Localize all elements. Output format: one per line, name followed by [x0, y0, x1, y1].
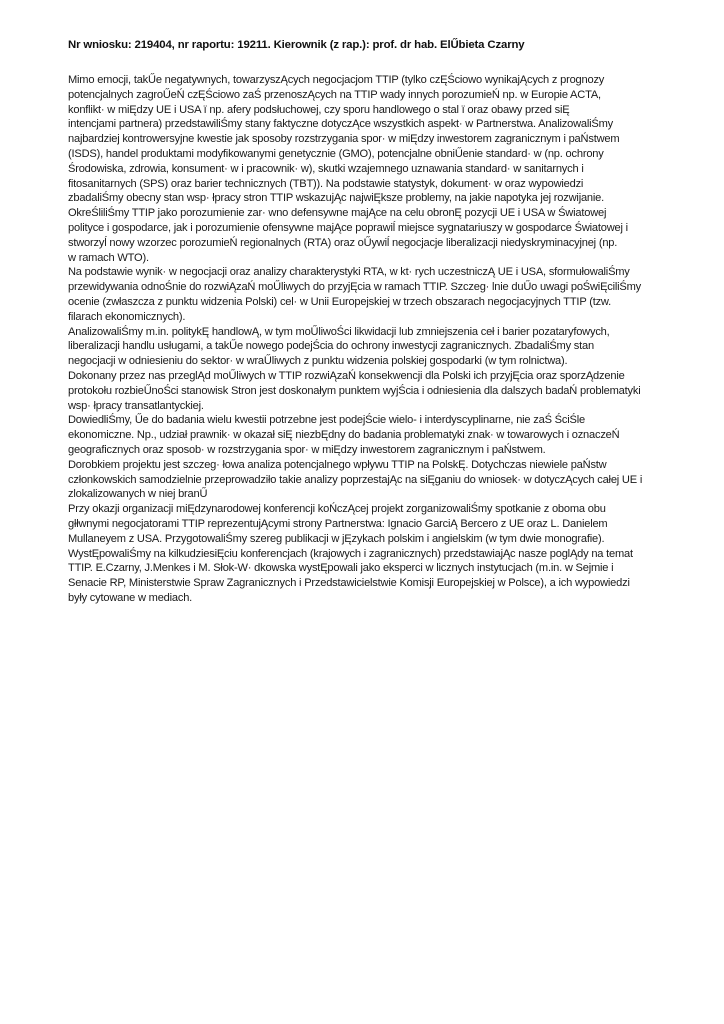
body-line: głłwnymi negocjatorami TTIP reprezentujĄcymi strony Partnerstwa: Ignacio GarciĄ Bercero z UE oraz L. Danielem — [68, 517, 608, 530]
body-line: Dokonany przez nas przeglĄd moŰliwych w TTIP rozwiĄzaŃ konsekwencji dla Polski ich przyjĘcia oraz sporzĄdzenie — [68, 369, 625, 382]
body-line: TTIP. E.Czarny, J.Menkes i M. Słok-W· dkowska wystĘpowali jako eksperci w licznych instytucjach (m.in. w Sejmie i — [68, 562, 614, 575]
body-line: przewidywania odnoŚnie do rozwiĄzaŃ moŰliwych do przyjĘcia w ramach TTIP. Szczeg· lnie duŰo uwagi poŚwiĘciliŚmy — [68, 281, 641, 294]
body-line: Mimo emocji, takŰe negatywnych, towarzyszĄcych negocjacjom TTIP (tylko czĘŚciowo wynikajĄcych z prognozy — [68, 74, 605, 86]
body-line: OkreŚliliŚmy TTIP jako porozumienie zar· wno defensywne majĄce na celu obronĘ pozycji UE i USA w Światowej — [68, 207, 607, 220]
body-line: potencjalnych zagroŰeŃ czĘŚciowo zaŚ przenoszĄcych na TTIP wady innych porozumieŃ np. w Europie ACTA, — [68, 88, 601, 101]
body-line: Środowiska, zdrowia, konsument· w i pracownik· w), skutki wzajemnego uznawania standard· w sanitarnych i — [68, 162, 584, 175]
body-line: Mullaneyem z USA. PrzygotowaliŚmy szereg publikacji w jĘzykach polskim i angielskim (w tym dwie monografie). — [68, 532, 605, 545]
body-line: AnalizowaliŚmy m.in. politykĘ handlowĄ, w tym moŰliwoŚci likwidacji lub zmniejszenia ceł i barier pozataryfowych, — [68, 325, 610, 338]
body-line: (ISDS), handel produktami modyfikowanymi genetycznie (GMO), potencjalne obniŰenie standard· w (np. ochrony — [68, 147, 604, 160]
body-line: konflikt· w miĘdzy UE i USA ï np. afery podsłuchowej, czy sporu handlowego o stal ï oraz obawy przed siĘ — [68, 103, 570, 116]
body-line: liberalizacji handlu usługami, a takŰe nowego podejŚcia do ochrony inwestycji zagranicznych. ZbadaliŚmy stan — [68, 340, 594, 353]
body-line: były cytowane w mediach. — [68, 591, 193, 604]
body-line: zlokalizowanych w niej branŰ — [68, 488, 208, 501]
body-line: stworzyĺ nowy wzorzec porozumieŃ regionalnych (RTA) oraz oŰywiĺ negocjacje liberalizacji niedyskryminacyjnej (np. — [68, 236, 618, 249]
body-line: DowiedliŚmy, Űe do badania wielu kwestii potrzebne jest podejŚcie wielo- i interdyscyplinarne, nie zaŚ ŚciŚle — [68, 414, 585, 427]
body-line: zbadaliŚmy obecny stan wsp· łpracy stron TTIP wskazujĄc najwiĘksze problemy, na jakie napotyka jej rozwijanie. — [68, 192, 605, 205]
report-body — [68, 73, 692, 606]
body-line: intencjami partnera) przedstawiliŚmy stany faktyczne dotyczĄce wszystkich aspekt· w Partnerstwa. AnalizowaliŚmy — [68, 118, 614, 131]
body-line: polityce i gospodarce, jak i porozumienie ofensywne majĄce poprawiĺ miejsce sygnatariuszy w gospodarce Światowej i — [68, 221, 628, 234]
body-line: WystĘpowaliŚmy na kilkudziesiĘciu konferencjach (krajowych i zagranicznych) przedstawiajĄc nasze poglĄdy na temat — [68, 547, 633, 560]
body-line: wsp· łpracy transatlantyckiej. — [68, 399, 204, 412]
body-line: Przy okazji organizacji miĘdzynarodowej konferencji koŃczĄcej projekt zorganizowaliŚmy spotkanie z oboma obu — [68, 503, 606, 516]
report-header: Nr wniosku: 219404, nr raportu: 19211. Kierownik (z rap.): prof. dr hab. ElŰbieta Czarny — [68, 39, 525, 51]
body-line: członkowskich samodzielnie przeprowadziło takie analizy poprzestajĄc na siĘganiu do wniosek· w dotyczĄcych całej UE i — [68, 473, 643, 486]
body-line: ekonomiczne. Np., udział prawnik· w okazał siĘ niezbĘdny do badania problematyki znak· w towarowych i oznaczeŃ — [68, 429, 620, 442]
body-line: Senacie RP, Ministerstwie Spraw Zagranicznych i Przedstawicielstwie Komisji Europejskiej w Polsce), a ich wypowiedzi — [68, 577, 630, 590]
body-line: Dorobkiem projektu jest szczeg· łowa analiza potencjalnego wpływu TTIP na PolskĘ. Dotychczas niewiele paŃstw — [68, 458, 607, 471]
body-line: najbardziej kontrowersyjne kwestie jak sposoby rozstrzygania spor· w miĘdzy inwestorem zagranicznym i paŃstwem — [68, 133, 620, 146]
body-line: geograficznych oraz sposob· w rozstrzygania spor· w miĘdzy inwestorem zagranicznym i paŃstwem. — [68, 443, 546, 456]
body-line: fitosanitarnych (SPS) oraz barier technicznych (TBT)). Na podstawie statystyk, dokument· w oraz wypowiedzi — [68, 177, 584, 190]
body-line: negocjacji w odniesieniu do sektor· w wraŰliwych z punktu widzenia polskiej gospodarki (w tym rolnictwa). — [68, 355, 568, 368]
body-line: ocenie (zwłaszcza z punktu widzenia Polski) cel· w Unii Europejskiej w trzech obszarach negocjacyjnych TTIP (tzw. — [68, 295, 612, 308]
body-line: protokołu rozbieŰnoŚci stanowisk Stron jest doskonałym punktem wyjŚcia i odniesienia dla dalszych badaŃ problematyki — [68, 384, 641, 397]
body-line: w ramach WTO). — [68, 251, 149, 264]
body-line: Na podstawie wynik· w negocjacji oraz analizy charakterystyki RTA, w kt· rych uczestniczĄ UE i USA, sformułowaliŚmy — [68, 266, 630, 279]
body-line: filarach ekonomicznych). — [68, 310, 186, 323]
